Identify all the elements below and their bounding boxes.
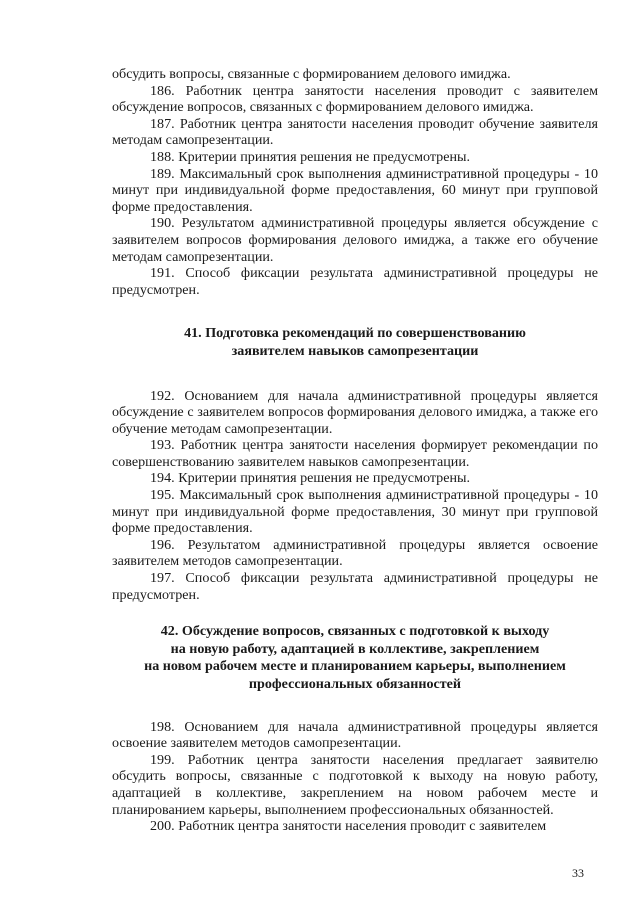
- document-page: [112, 66, 598, 835]
- section-heading-42: [112, 623, 598, 693]
- paragraph-188: 188. Критерии принятия решения не предусмотрены.: [150, 148, 471, 165]
- paragraph-190: 190. Результатом административной процедуры является обсуждение с заявителем вопросов формирования делового имиджа, а также его обучение методам самопрезентации.: [112, 215, 598, 265]
- paragraph-192: 192. Основанием для начала административной процедуры является обсуждение с заявителем вопросов формирования делового имиджа, а также его обучение методам самопрезентации.: [112, 387, 598, 437]
- paragraph-195: 195. Максимальный срок выполнения административной процедуры - 10 минут при индивидуальной форме предоставления, 30 минут при групповой форме предоставления.: [112, 487, 598, 537]
- paragraph-199: 199. Работник центра занятости населения предлагает заявителю обсудить вопросы, связанные с подготовкой к выходу на новую работу, адаптацией в коллективе, закреплением на новом рабочем месте и планированием карьеры, выполнением профессиональных обязанностей.: [112, 751, 598, 818]
- section-heading-41: [112, 325, 598, 360]
- page-number: 33: [572, 866, 584, 880]
- heading-line: 42. Обсуждение вопросов, связанных с подготовкой к выходу: [160, 623, 550, 640]
- heading-line: 41. Подготовка рекомендаций по совершенствованию: [184, 325, 526, 342]
- heading-line: на новую работу, адаптацией в коллективе, закреплением: [170, 640, 540, 657]
- paragraph-187: 187. Работник центра занятости населения проводит обучение заявителя методам самопрезентации.: [112, 115, 598, 149]
- spacer: [112, 603, 598, 623]
- paragraph: обсудить вопросы, связанные с формированием делового имиджа.: [112, 66, 511, 82]
- spacer: [112, 361, 598, 388]
- heading-line: на новом рабочем месте и планированием карьеры, выполнением: [144, 658, 566, 675]
- paragraph-196: 196. Результатом административной процедуры является освоение заявителем методов самопрезентации.: [112, 536, 598, 570]
- heading-line: заявителем навыков самопрезентации: [231, 342, 479, 359]
- spacer: [112, 298, 598, 325]
- paragraph-193: 193. Работник центра занятости населения формирует рекомендации по совершенствованию заявителем навыков самопрезентации.: [112, 437, 598, 470]
- paragraph-191: 191. Способ фиксации результата административной процедуры не предусмотрен.: [112, 265, 598, 298]
- paragraph-194: 194. Критерии принятия решения не предусмотрены.: [150, 470, 471, 487]
- heading-line: профессиональных обязанностей: [248, 676, 462, 692]
- paragraph-197: 197. Способ фиксации результата административной процедуры не предусмотрен.: [112, 570, 598, 603]
- paragraph-186: 186. Работник центра занятости населения проводит с заявителем обсуждение вопросов, связанных с формированием делового имиджа.: [112, 82, 598, 116]
- paragraph-189: 189. Максимальный срок выполнения административной процедуры - 10 минут при индивидуальной форме предоставления, 60 минут при групповой форме предоставления.: [112, 165, 598, 215]
- spacer: [112, 694, 598, 719]
- paragraph-200: 200. Работник центра занятости населения проводит с заявителем: [150, 818, 547, 835]
- paragraph-198: 198. Основанием для начала административной процедуры является освоение заявителем методов самопрезентации.: [112, 718, 598, 752]
